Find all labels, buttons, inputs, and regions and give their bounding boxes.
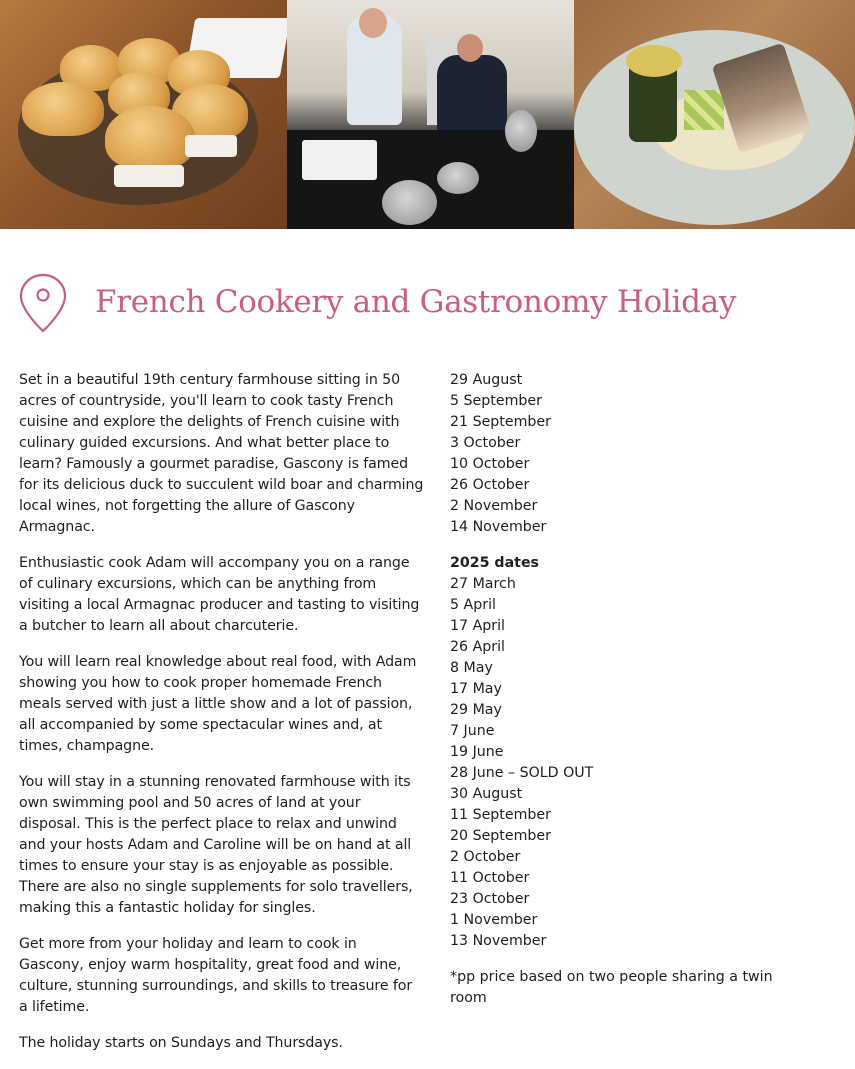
date-item: 11 September <box>450 807 551 823</box>
paragraph: Enthusiastic cook Adam will accompany you on a range of culinary excursions, which can be anything from visiting a local Armagnac producer and tasting to visiting a butcher to learn all about charcuterie. <box>19 555 420 634</box>
date-item: 8 May <box>450 660 493 676</box>
paragraph: You will learn real knowledge about real food, with Adam showing you how to cook proper homemade French meals served with just a little show and a lot of passion, all accompanied by some spectacular wines and, at times, champagne. <box>19 654 417 754</box>
date-item: 11 October <box>450 870 530 886</box>
date-item: 23 October <box>450 891 530 907</box>
date-item: 29 May <box>450 702 502 718</box>
description <box>19 370 424 1069</box>
date-item: 30 August <box>450 786 523 802</box>
dates-2024-list <box>450 370 810 538</box>
souffle-photo <box>0 0 287 229</box>
date-item: 21 September <box>450 414 551 430</box>
date-item: 5 September <box>450 393 542 409</box>
date-item: 14 November <box>450 519 547 535</box>
date-item: 13 November <box>450 933 547 949</box>
date-item: 28 June – SOLD OUT <box>450 765 594 781</box>
dates-2025-heading: 2025 dates <box>450 555 540 571</box>
date-item: 17 May <box>450 681 502 697</box>
date-item: 19 June <box>450 744 504 760</box>
plated-dish-photo <box>574 0 855 229</box>
date-item: 7 June <box>450 723 495 739</box>
date-item: 29 August <box>450 372 523 388</box>
price-note: *pp price based on two people sharing a twin room <box>450 969 773 1006</box>
paragraph: Get more from your holiday and learn to cook in Gascony, enjoy warm hospitality, great food and wine, culture, stunning surroundings, and skills to treasure for a lifetime. <box>19 936 413 1015</box>
dates-column <box>450 370 810 1009</box>
page-title: French Cookery and Gastronomy Holiday <box>95 284 737 320</box>
kitchen-photo <box>287 0 574 229</box>
photo-strip <box>0 0 855 229</box>
location-pin-icon <box>19 273 67 333</box>
paragraph: The holiday starts on Sundays and Thursdays. <box>19 1035 343 1051</box>
date-item: 10 October <box>450 456 530 472</box>
date-item: 3 October <box>450 435 521 451</box>
date-item: 5 April <box>450 597 496 613</box>
dates-2025-list <box>450 574 810 952</box>
date-item: 2 October <box>450 849 521 865</box>
date-item: 20 September <box>450 828 551 844</box>
date-item: 2 November <box>450 498 538 514</box>
paragraph: You will stay in a stunning renovated farmhouse with its own swimming pool and 50 acres of land at your disposal. This is the perfect place to relax and unwind and your hosts Adam and Caroline will be on hand at all times to ensure your stay is as enjoyable as possible. There are also no single supplements for solo travellers, making this a fantastic holiday for singles. <box>19 774 413 916</box>
date-item: 27 March <box>450 576 516 592</box>
date-item: 26 October <box>450 477 530 493</box>
date-item: 26 April <box>450 639 505 655</box>
paragraph: Set in a beautiful 19th century farmhouse sitting in 50 acres of countryside, you'll learn to cook tasty French cuisine and explore the delights of French cuisine with culinary guided excursions. And what better place to learn? Famously a gourmet paradise, Gascony is famed for its delicious duck to succulent wild boar and charming local wines, not forgetting the allure of Gascony Armagnac. <box>19 372 424 535</box>
date-item: 17 April <box>450 618 505 634</box>
date-item: 1 November <box>450 912 538 928</box>
